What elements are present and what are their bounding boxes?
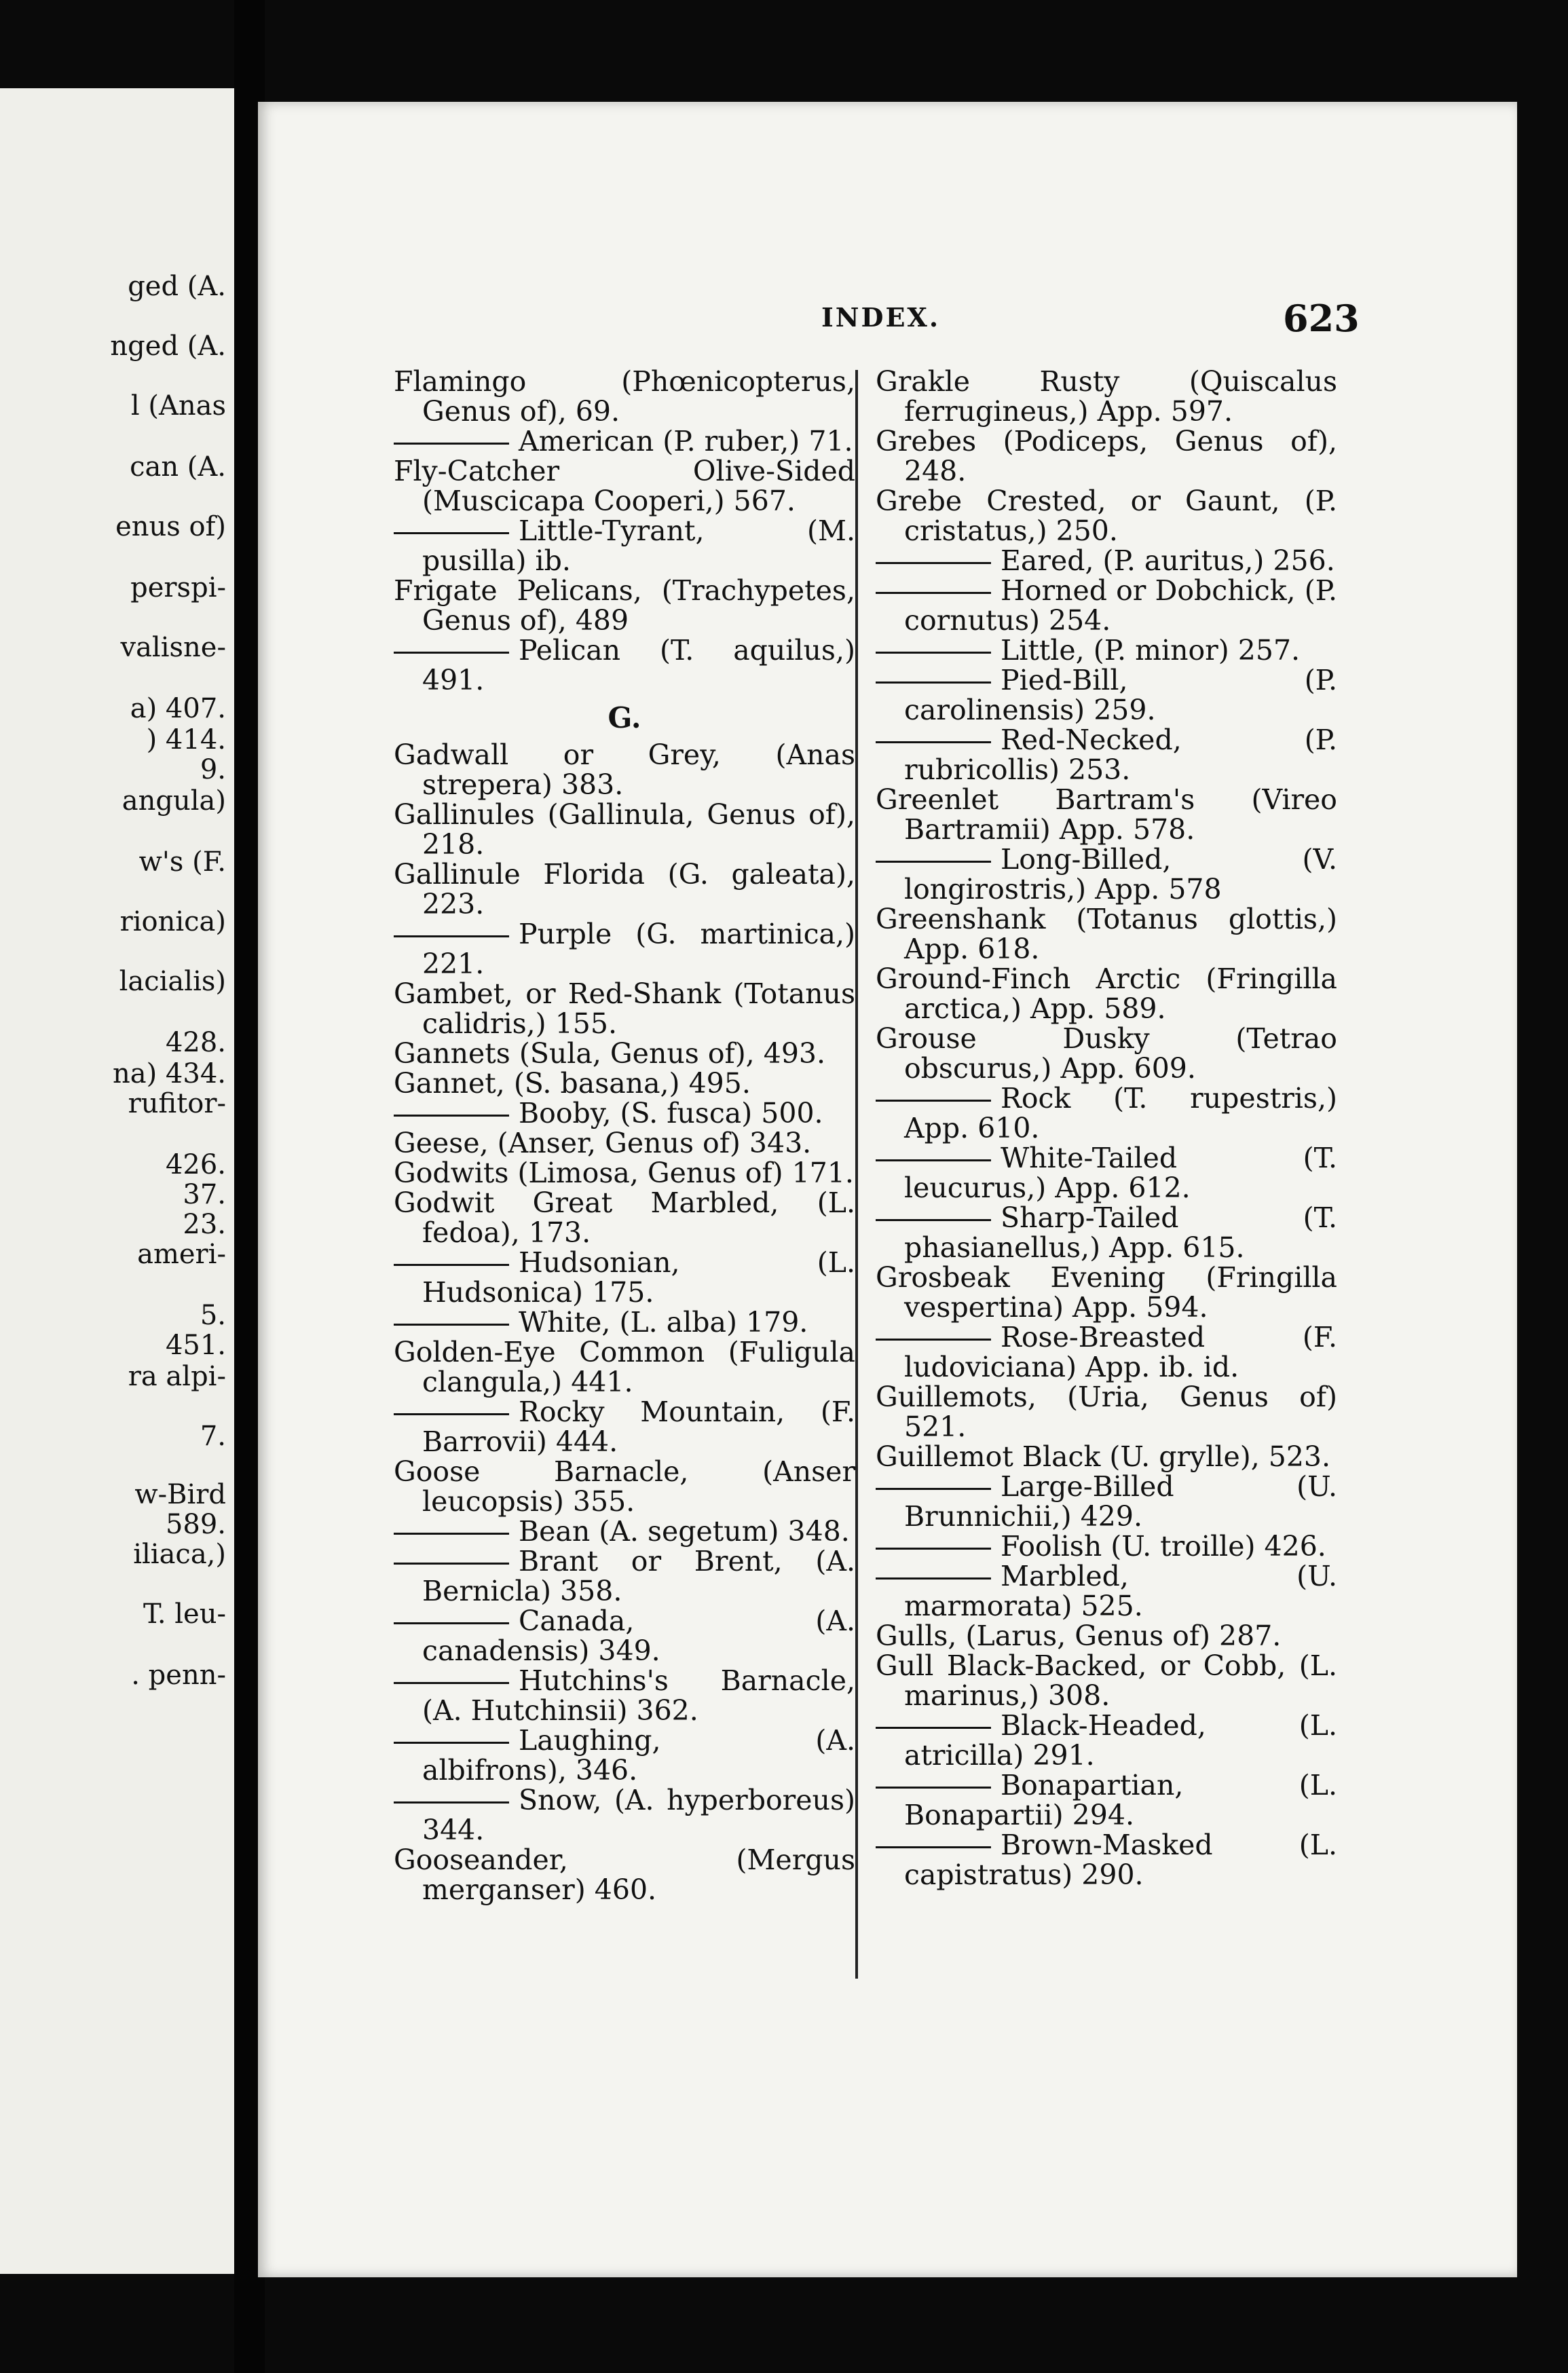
index-entry	[394, 979, 855, 1039]
entry-text: Eared, (P. auritus,) 256.	[1001, 544, 1335, 577]
index-subentry	[876, 1561, 1337, 1621]
entry-text: Little-Tyrant, (M. pusilla) ib.	[422, 515, 855, 577]
entry-text: Gallinules (Gallinula, Genus of), 218.	[394, 798, 855, 861]
index-subentry	[876, 1830, 1337, 1890]
entry-text: Hudsonian, (L. Hudsonica) 175.	[422, 1246, 855, 1309]
entry-text: Red-Necked, (P. rubricollis) 253.	[904, 724, 1337, 786]
left-page-text-fragment: 426.	[165, 1149, 226, 1180]
ditto-dash	[876, 1159, 991, 1161]
left-page-text-fragment: iliaca,)	[133, 1539, 226, 1570]
entry-text: Grakle Rusty (Quiscalus ferrugineus,) App. 597.	[876, 365, 1337, 428]
left-page-text-fragment: nged (A.	[110, 331, 226, 362]
left-page-text-fragment: na) 434.	[113, 1058, 226, 1089]
index-entry	[394, 456, 855, 516]
ditto-dash	[394, 1801, 509, 1804]
section-letter: G.	[608, 701, 641, 734]
index-subentry	[876, 1083, 1337, 1143]
index-entry	[394, 1128, 855, 1158]
ditto-dash	[876, 1577, 991, 1580]
entry-text: Marbled, (U. marmorata) 525.	[904, 1560, 1337, 1622]
entry-text: Bean (A. segetum) 348.	[519, 1515, 850, 1548]
index-entry	[876, 367, 1337, 426]
left-page-text-fragment: . penn-	[131, 1660, 226, 1691]
entry-text: Greenshank (Totanus glottis,) App. 618.	[876, 903, 1337, 965]
entry-text: Godwit Great Marbled, (L. fedoa), 173.	[394, 1186, 855, 1249]
left-page-text-fragment: enus of)	[115, 511, 226, 542]
index-entry	[394, 1039, 855, 1068]
index-entry	[876, 1382, 1337, 1442]
entry-text: Geese, (Anser, Genus of) 343.	[394, 1127, 812, 1159]
index-entry	[876, 1651, 1337, 1711]
ditto-dash	[876, 741, 991, 743]
entry-text: Gallinule Florida (G. galeata), 223.	[394, 858, 855, 920]
left-page-text-fragment: can (A.	[130, 451, 226, 483]
index-subentry	[876, 844, 1337, 904]
ditto-dash	[394, 1413, 509, 1415]
index-entry	[394, 1845, 855, 1905]
ditto-dash	[876, 1100, 991, 1102]
ditto-dash	[876, 1787, 991, 1789]
index-subentry	[876, 1531, 1337, 1561]
index-subentry	[876, 635, 1337, 665]
ditto-dash	[876, 1488, 991, 1490]
left-page-text-fragment: a) 407.	[130, 693, 226, 724]
left-page-text-fragment: 37.	[183, 1179, 226, 1210]
index-entry	[394, 800, 855, 859]
index-entry	[394, 1068, 855, 1098]
left-page-text-fragment: perspi-	[130, 572, 226, 603]
index-column-left	[394, 367, 855, 1905]
index-subentry	[394, 1725, 855, 1785]
index-subentry	[876, 1770, 1337, 1830]
entry-text: Rock (T. rupestris,) App. 610.	[904, 1082, 1337, 1144]
index-entry	[876, 486, 1337, 546]
entry-text: White, (L. alba) 179.	[519, 1306, 808, 1339]
ditto-dash	[876, 562, 991, 564]
ditto-dash	[394, 1533, 509, 1535]
left-page-text-fragment: rufitor-	[128, 1088, 226, 1119]
entry-text: Booby, (S. fusca) 500.	[519, 1097, 823, 1129]
ditto-dash	[394, 1264, 509, 1266]
index-entry	[394, 1188, 855, 1248]
left-page-text-fragment: ameri-	[137, 1239, 226, 1270]
entry-text: Fly-Catcher Olive-Sided (Muscicapa Cooperi,) 567.	[394, 455, 855, 517]
column-divider	[855, 370, 858, 1979]
entry-text: Foolish (U. troille) 426.	[1001, 1530, 1326, 1563]
left-page-text-fragment: 451.	[165, 1330, 226, 1361]
entry-text: Gulls, (Larus, Genus of) 287.	[876, 1620, 1282, 1652]
ditto-dash	[394, 1682, 509, 1684]
right-page	[258, 102, 1517, 2277]
index-entry	[876, 426, 1337, 486]
left-page-text-fragment: w-Bird	[134, 1479, 226, 1510]
entry-text: Gannets (Sula, Genus of), 493.	[394, 1037, 826, 1070]
entry-text: Canada, (A. canadensis) 349.	[422, 1605, 855, 1667]
left-page-text-fragment: 589.	[165, 1509, 226, 1540]
index-subentry	[394, 426, 855, 456]
entry-text: Flamingo (Phœnicopterus, Genus of), 69.	[394, 365, 855, 428]
index-entry	[876, 1621, 1337, 1651]
left-page-text-fragment: rionica)	[119, 906, 226, 937]
ditto-dash	[876, 1846, 991, 1848]
index-subentry	[394, 1516, 855, 1546]
entry-text: Golden-Eye Common (Fuligula clangula,) 441.	[394, 1336, 855, 1398]
index-column-right	[876, 367, 1337, 1890]
entry-text: White-Tailed (T. leucurus,) App. 612.	[904, 1142, 1337, 1204]
index-entry	[876, 964, 1337, 1024]
entry-text: Grosbeak Evening (Fringilla vespertina) App. 594.	[876, 1261, 1337, 1324]
index-subentry	[876, 1472, 1337, 1531]
entry-text: American (P. ruber,) 71.	[519, 425, 853, 457]
left-page-text-fragment: 428.	[165, 1027, 226, 1058]
index-subentry	[394, 1098, 855, 1128]
page-number: 623	[1283, 297, 1360, 340]
entry-text: Gull Black-Backed, or Cobb, (L. marinus,) 308.	[876, 1649, 1337, 1712]
left-page-text-fragment: lacialis)	[119, 966, 226, 997]
index-entry	[394, 1457, 855, 1516]
index-subentry	[394, 1397, 855, 1457]
index-entry	[394, 859, 855, 919]
index-subentry	[876, 546, 1337, 576]
entry-text: Long-Billed, (V. longirostris,) App. 578	[904, 843, 1337, 905]
index-subentry	[876, 665, 1337, 725]
entry-text: Horned or Dobchick, (P. cornutus) 254.	[904, 574, 1337, 637]
entry-text: Frigate Pelicans, (Trachypetes, Genus of), 489	[394, 574, 855, 637]
ditto-dash	[394, 1742, 509, 1744]
entry-text: Laughing, (A. albifrons), 346.	[422, 1724, 855, 1787]
entry-text: Rocky Mountain, (F. Barrovii) 444.	[422, 1396, 855, 1458]
index-entry	[394, 576, 855, 635]
page-header	[258, 297, 1517, 350]
index-entry	[876, 1024, 1337, 1083]
entry-text: Hutchins's Barnacle, (A. Hutchinsii) 362.	[422, 1664, 855, 1727]
entry-text: Brant or Brent, (A. Bernicla) 358.	[422, 1545, 855, 1607]
ditto-dash	[876, 681, 991, 684]
ditto-dash	[876, 592, 991, 594]
entry-text: Grebe Crested, or Gaunt, (P. cristatus,) 250.	[876, 485, 1337, 547]
left-page-text-fragment: 23.	[183, 1209, 226, 1240]
index-subentry	[394, 1666, 855, 1725]
entry-text: Little, (P. minor) 257.	[1001, 634, 1301, 667]
entry-text: Gannet, (S. basana,) 495.	[394, 1067, 751, 1100]
entry-text: Bonapartian, (L. Bonapartii) 294.	[904, 1769, 1337, 1831]
left-page-text-fragment: angula)	[122, 785, 226, 817]
entry-text: Sharp-Tailed (T. phasianellus,) App. 615.	[904, 1201, 1337, 1264]
entry-text: Gambet, or Red-Shank (Totanus calidris,) 155.	[394, 977, 855, 1040]
ditto-dash	[876, 1548, 991, 1550]
index-entry	[876, 1442, 1337, 1472]
index-subentry	[876, 1143, 1337, 1203]
ditto-dash	[394, 1563, 509, 1565]
left-page-text-fragment: ra alpi-	[128, 1361, 226, 1392]
left-page-text-fragment: 7.	[200, 1421, 226, 1452]
ditto-dash	[876, 1339, 991, 1341]
left-page-text-fragment: w's (F.	[138, 846, 226, 878]
ditto-dash	[876, 1727, 991, 1729]
ditto-dash	[876, 1219, 991, 1221]
entry-text: Greenlet Bartram's (Vireo Bartramii) App. 578.	[876, 783, 1337, 846]
entry-text: Grebes (Podiceps, Genus of), 248.	[876, 425, 1337, 487]
left-page-text-fragment: 5.	[200, 1300, 226, 1331]
entry-text: Guillemot Black (U. grylle), 523.	[876, 1440, 1331, 1473]
entry-text: Grouse Dusky (Tetrao obscurus,) App. 609.	[876, 1022, 1337, 1085]
index-subentry	[876, 725, 1337, 785]
entry-text: Ground-Finch Arctic (Fringilla arctica,) App. 589.	[876, 963, 1337, 1025]
entry-text: Gadwall or Grey, (Anas strepera) 383.	[394, 739, 855, 801]
index-subentry	[876, 1322, 1337, 1382]
left-page-text-fragment: T. leu-	[143, 1599, 226, 1630]
index-subentry	[394, 635, 855, 695]
index-subentry	[394, 1785, 855, 1845]
index-entry	[876, 785, 1337, 844]
left-page-text-fragment: ged (A.	[128, 271, 226, 302]
index-entry	[876, 904, 1337, 964]
ditto-dash	[876, 861, 991, 863]
entry-text: Brown-Masked (L. capistratus) 290.	[904, 1829, 1337, 1891]
entry-text: Godwits (Limosa, Genus of) 171.	[394, 1157, 854, 1189]
entry-text: Goose Barnacle, (Anser leucopsis) 355.	[394, 1455, 855, 1518]
index-subentry	[394, 1606, 855, 1666]
left-page-text-fragment: l (Anas	[130, 390, 226, 422]
index-subentry	[394, 1248, 855, 1307]
left-page-text-fragment: 9.	[200, 754, 226, 785]
ditto-dash	[394, 1115, 509, 1117]
index-subentry	[876, 1203, 1337, 1263]
index-entry	[394, 740, 855, 800]
entry-text: Pied-Bill, (P. carolinensis) 259.	[904, 664, 1337, 726]
entry-text: Pelican (T. aquilus,) 491.	[422, 634, 855, 696]
index-entry	[394, 367, 855, 426]
entry-text: Purple (G. martinica,) 221.	[422, 918, 855, 980]
index-subentry	[876, 1711, 1337, 1770]
index-subentry	[394, 516, 855, 576]
running-head: INDEX.	[821, 302, 941, 333]
ditto-dash	[394, 1324, 509, 1326]
index-entry	[394, 1158, 855, 1188]
entry-text: Black-Headed, (L. atricilla) 291.	[904, 1709, 1337, 1772]
entry-text: Snow, (A. hyperboreus) 344.	[422, 1784, 855, 1846]
left-page-text-fragment: ) 414.	[146, 724, 226, 755]
index-subentry	[394, 919, 855, 979]
index-subentry	[394, 1546, 855, 1606]
ditto-dash	[394, 1622, 509, 1624]
left-page-fragment	[0, 88, 234, 2274]
ditto-dash	[876, 652, 991, 654]
left-page-text-fragment: valisne-	[120, 632, 226, 663]
index-entry	[876, 1263, 1337, 1322]
ditto-dash	[394, 935, 509, 937]
index-entry	[394, 1337, 855, 1397]
ditto-dash	[394, 532, 509, 534]
index-subentry	[394, 1307, 855, 1337]
entry-text: Large-Billed (U. Brunnichii,) 429.	[904, 1470, 1337, 1533]
index-subentry	[876, 576, 1337, 635]
entry-text: Gooseander, (Mergus merganser) 460.	[394, 1844, 855, 1906]
ditto-dash	[394, 443, 509, 445]
ditto-dash	[394, 652, 509, 654]
entry-text: Rose-Breasted (F. ludoviciana) App. ib. id.	[904, 1321, 1337, 1383]
entry-text: Guillemots, (Uria, Genus of) 521.	[876, 1381, 1337, 1443]
